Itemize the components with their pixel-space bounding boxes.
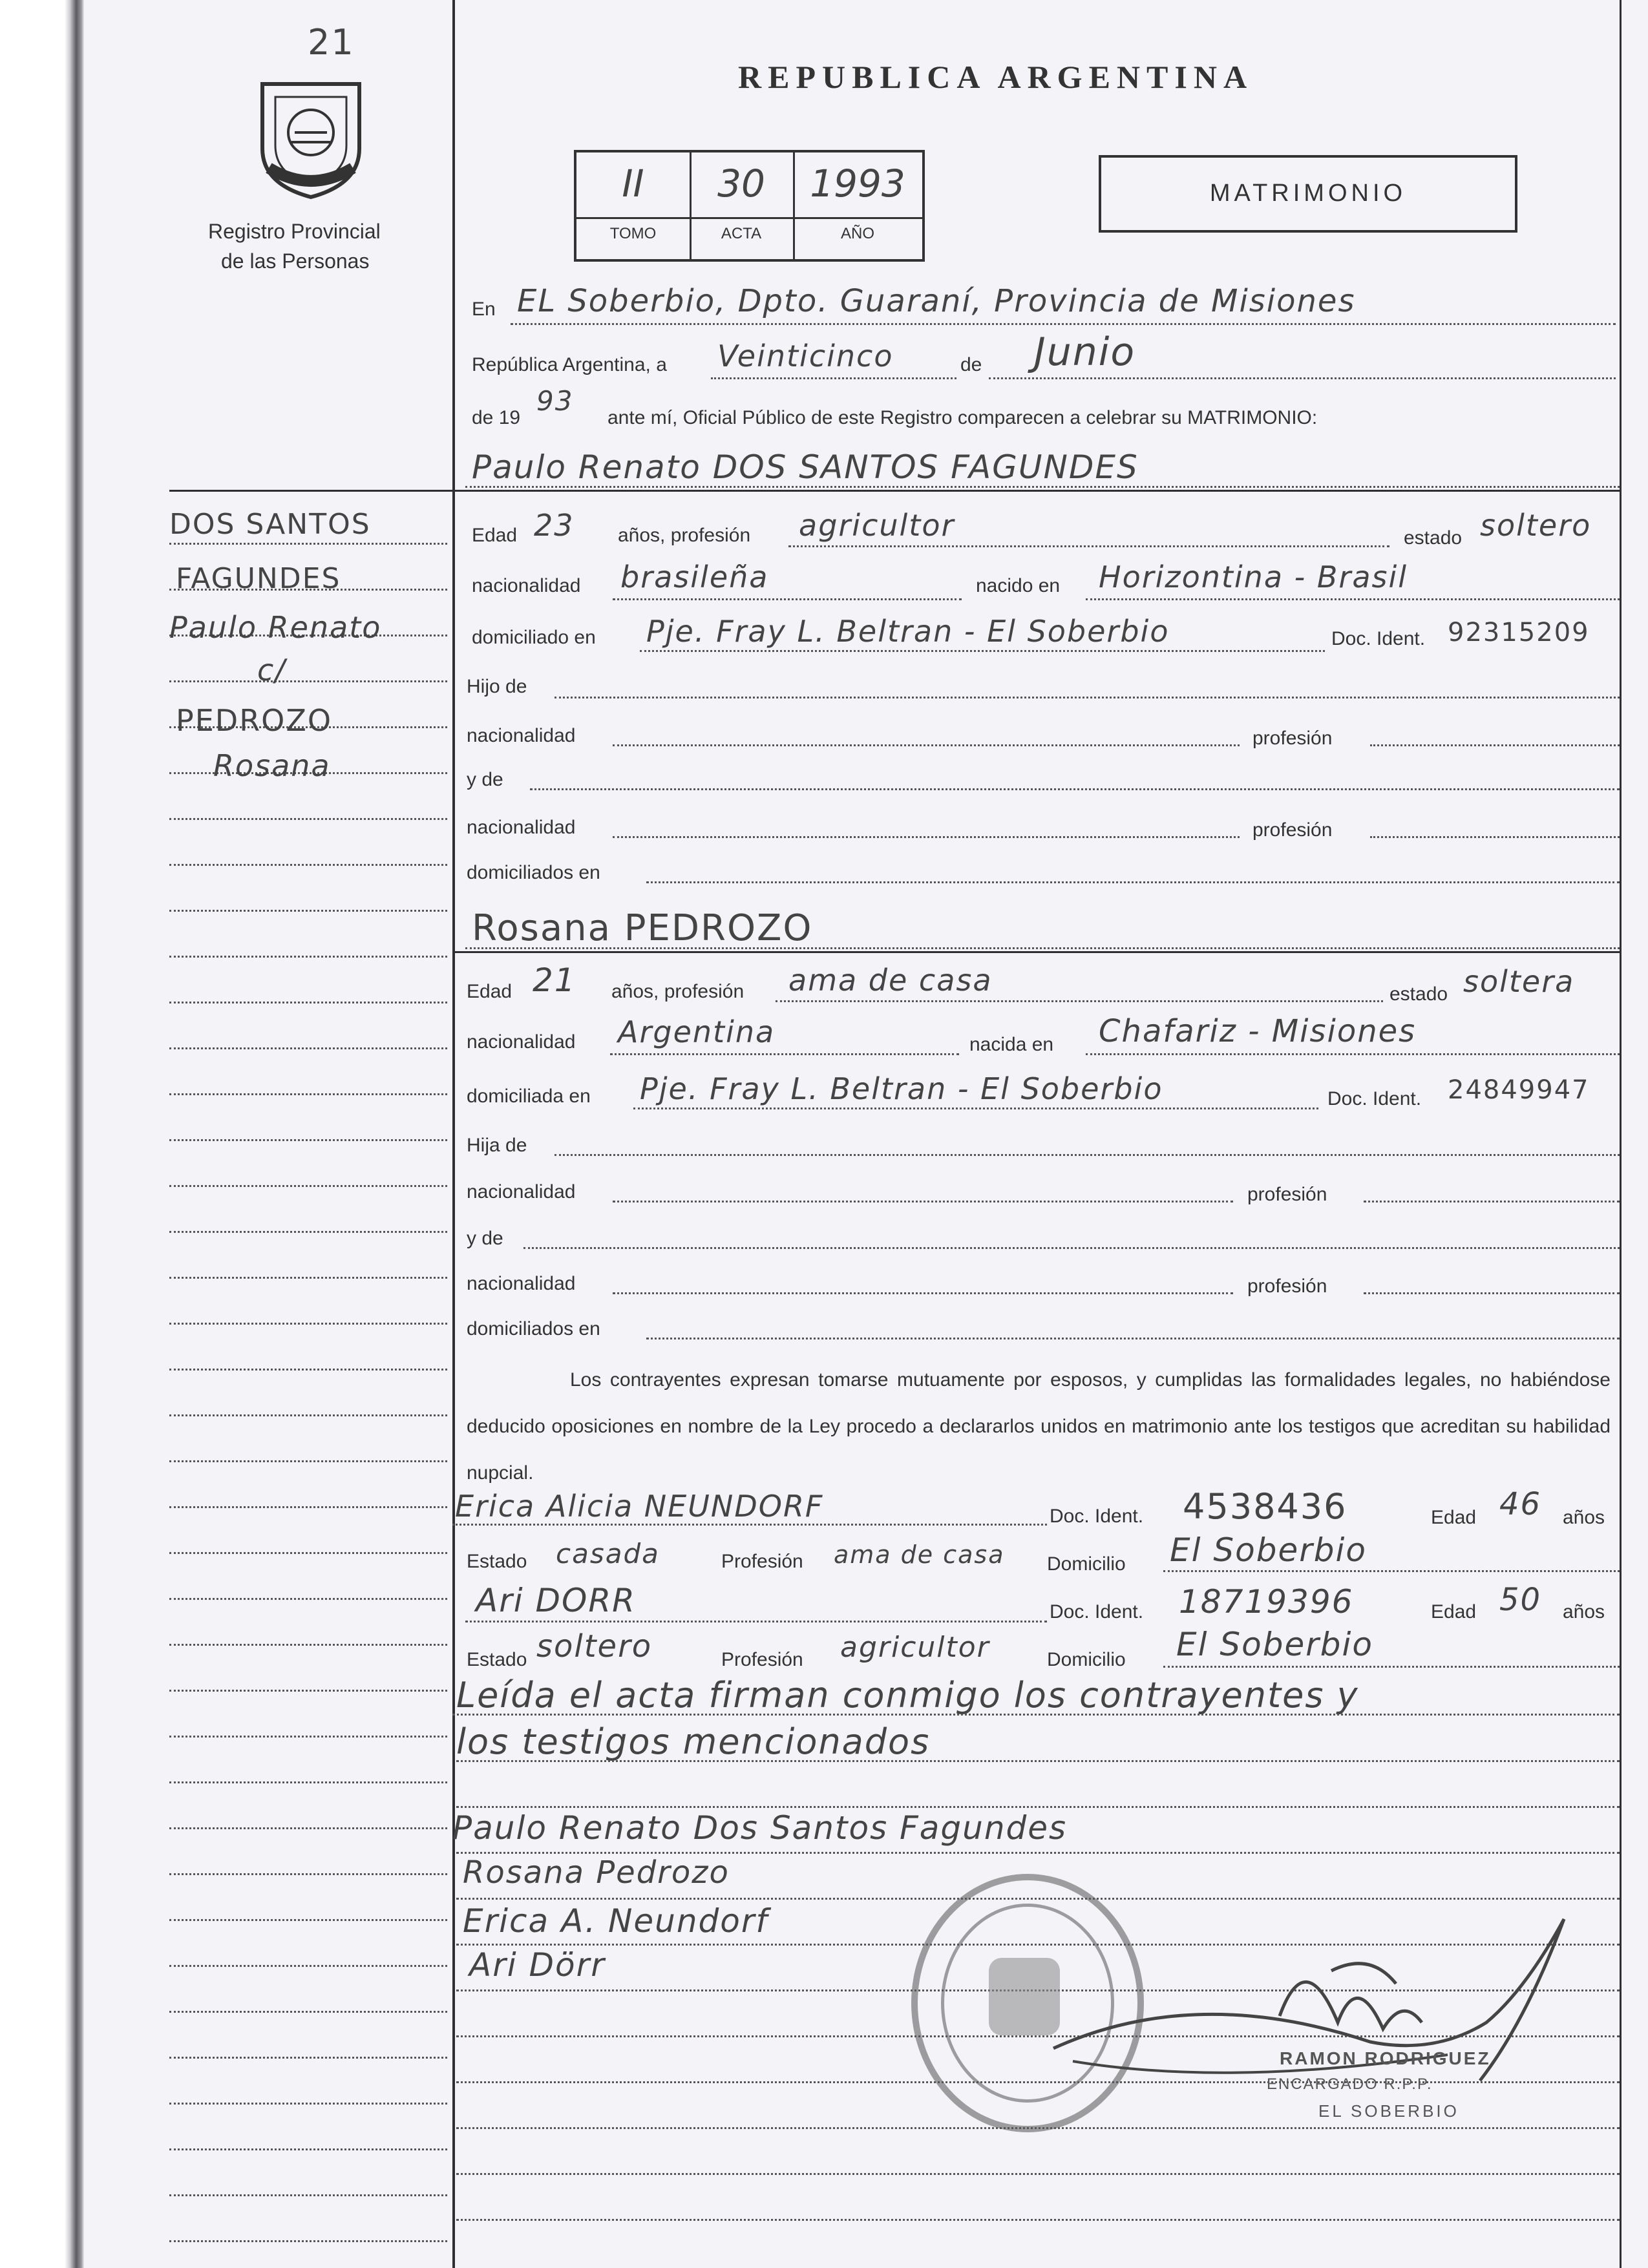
witness1-estado-label: Estado xyxy=(467,1551,527,1572)
main-ruled-line xyxy=(456,2219,1620,2221)
bride-hija-label: Hija de xyxy=(467,1135,527,1156)
groom-address: Pje. Fray L. Beltran - El Soberbio xyxy=(646,614,1170,649)
margin-ruled-line xyxy=(169,2057,447,2059)
main-ruled-line xyxy=(456,2173,1620,2175)
margin-ruled-line xyxy=(169,910,447,912)
acta-value: 30 xyxy=(717,162,765,205)
margin-given-names-groom: Paulo Renato xyxy=(169,610,382,645)
bride-domiciliada-label: domiciliada en xyxy=(467,1086,591,1107)
groom-birthplace: Horizontina - Brasil xyxy=(1099,560,1408,594)
witness2-profession: agricultor xyxy=(840,1631,990,1664)
tomo-cell xyxy=(576,152,692,259)
margin-top-rule xyxy=(169,490,454,492)
witness2-doc-label: Doc. Ident. xyxy=(1050,1601,1144,1622)
groom-nationality: brasileña xyxy=(620,560,769,594)
marriage-day: Veinticinco xyxy=(717,339,894,373)
witness1-marital-status: casada xyxy=(556,1538,660,1570)
margin-ruled-line xyxy=(169,1919,447,1921)
margin-ruled-line xyxy=(169,543,447,545)
official-name: RAMON RODRIGUEZ xyxy=(1280,2048,1491,2068)
margin-conjunction: c/ xyxy=(257,653,286,688)
groom-document-number: 92315209 xyxy=(1448,618,1590,647)
groom-age: 23 xyxy=(534,508,575,543)
bride-anos-profesion-label: años, profesión xyxy=(611,981,745,1002)
margin-ruled-line xyxy=(169,2240,447,2242)
groom-father-nationality-label: nacionalidad xyxy=(467,725,576,746)
groom-mother-profession-label: profesión xyxy=(1252,819,1333,841)
witness1-edad-label: Edad xyxy=(1431,1507,1477,1528)
groom-profession: agricultor xyxy=(799,508,955,543)
margin-ruled-line xyxy=(169,2194,447,2196)
margin-ruled-line xyxy=(169,1323,447,1325)
de-label: de xyxy=(960,354,982,375)
groom-edad-label: Edad xyxy=(472,525,518,546)
signature-witness1: Erica A. Neundorf xyxy=(463,1902,769,1940)
bride-birthplace: Chafariz - Misiones xyxy=(1099,1013,1417,1049)
year-suffix: 93 xyxy=(536,385,574,417)
groom-nacido-label: nacido en xyxy=(976,575,1061,596)
witness1-document-number: 4538436 xyxy=(1183,1486,1347,1527)
margin-ruled-line xyxy=(169,1781,447,1783)
bride-age: 21 xyxy=(533,961,576,999)
marriage-month: Junio xyxy=(1034,330,1136,375)
bride-section-rule xyxy=(454,951,1620,953)
margin-ruled-line xyxy=(169,1002,447,1003)
registry-name-line2: de las Personas xyxy=(221,249,370,273)
page-number: 21 xyxy=(308,22,355,63)
act-type-box xyxy=(1099,155,1517,233)
anio-label: AÑO xyxy=(840,225,874,242)
anio-value: 1993 xyxy=(810,162,905,205)
bride-document-number: 24849947 xyxy=(1448,1075,1590,1105)
margin-ruled-line xyxy=(169,1736,447,1738)
groom-mother-nationality-label: nacionalidad xyxy=(467,817,576,838)
acta-label: ACTA xyxy=(721,225,762,242)
witness1-address: El Soberbio xyxy=(1170,1531,1367,1569)
bride-nationality: Argentina xyxy=(618,1014,776,1049)
registry-reference-box xyxy=(574,150,925,262)
witness2-document-number: 18719396 xyxy=(1179,1583,1354,1621)
margin-given-name-bride: Rosana xyxy=(213,748,331,783)
witness2-marital-status: soltero xyxy=(536,1628,653,1664)
bride-nacionalidad-label: nacionalidad xyxy=(467,1031,576,1053)
groom-full-name: Paulo Renato DOS SANTOS FAGUNDES xyxy=(472,448,1139,486)
margin-ruled-line xyxy=(169,1690,447,1692)
tomo-value: II xyxy=(622,162,644,205)
margin-ruled-line xyxy=(169,1598,447,1600)
witness2-anos-label: años xyxy=(1563,1601,1605,1622)
margin-ruled-line xyxy=(169,1093,447,1095)
bride-mother-nationality-label: nacionalidad xyxy=(467,1273,576,1294)
signature-witness2: Ari Dörr xyxy=(469,1946,606,1984)
closing-line-2: los testigos mencionados xyxy=(456,1721,931,1762)
witness2-domicilio-label: Domicilio xyxy=(1047,1649,1126,1670)
column-divider xyxy=(452,0,455,2268)
binding-edge xyxy=(0,0,84,2268)
margin-ruled-line xyxy=(169,1965,447,1967)
witness2-age: 50 xyxy=(1499,1582,1542,1618)
act-type-label: MATRIMONIO xyxy=(1209,180,1407,207)
margin-ruled-line xyxy=(169,1827,447,1829)
margin-ruled-line xyxy=(169,1414,447,1416)
groom-domiciliado-label: domiciliado en xyxy=(472,627,596,648)
margin-ruled-line xyxy=(169,1231,447,1233)
margin-ruled-line xyxy=(169,1047,447,1049)
tomo-label: TOMO xyxy=(609,225,657,242)
bride-address: Pje. Fray L. Beltran - El Soberbio xyxy=(640,1071,1163,1106)
witness2-profesion-label: Profesión xyxy=(721,1649,803,1670)
declaration-text: Los contrayentes expresan tomarse mutuamente por esposos, y cumplidas las formalidades legales, no habiéndose deducido oposiciones en nombre de la Ley procedo a declararlos unidos en matrimonio ante los testigos que acreditan su habilidad nupcial. xyxy=(467,1369,1611,1484)
margin-ruled-line xyxy=(169,2148,447,2150)
bride-mother-profession-label: profesión xyxy=(1247,1276,1327,1297)
groom-estado-label: estado xyxy=(1404,527,1463,549)
bride-father-nationality-label: nacionalidad xyxy=(467,1181,576,1202)
witness2-edad-label: Edad xyxy=(1431,1601,1477,1622)
witness2-address: El Soberbio xyxy=(1176,1626,1373,1663)
groom-marital-status: soltero xyxy=(1480,508,1592,543)
bride-mother-label: y de xyxy=(467,1228,503,1249)
official-role: ENCARGADO R.P.P. xyxy=(1267,2075,1433,2093)
groom-nacionalidad-label: nacionalidad xyxy=(472,575,581,596)
witness1-profession: ama de casa xyxy=(834,1540,1005,1569)
anio-cell xyxy=(793,152,922,259)
margin-surname-groom: DOS SANTOS xyxy=(169,508,371,541)
bride-edad-label: Edad xyxy=(467,981,512,1002)
margin-ruled-line xyxy=(169,1460,447,1462)
registry-name-line1: Registro Provincial xyxy=(208,220,381,243)
bride-parents-address-label: domiciliados en xyxy=(467,1318,600,1339)
groom-mother-label: y de xyxy=(467,769,503,790)
bride-father-profession-label: profesión xyxy=(1247,1184,1327,1205)
margin-ruled-line xyxy=(169,2103,447,2105)
groom-section-rule xyxy=(454,490,1620,492)
ante-mi-text: ante mí, Oficial Público de este Registro comparecen a celebrar su MATRIMONIO: xyxy=(607,407,1318,428)
acta-cell xyxy=(690,152,795,259)
witness1-domicilio-label: Domicilio xyxy=(1047,1553,1126,1575)
main-ruled-line xyxy=(456,1852,1620,1854)
witness2-name: Ari DORR xyxy=(476,1582,636,1619)
margin-surname-bride: PEDROZO xyxy=(176,703,333,738)
bride-profession: ama de casa xyxy=(788,963,993,998)
witness1-age: 46 xyxy=(1499,1486,1542,1522)
main-ruled-line xyxy=(456,1760,1620,1762)
margin-ruled-line xyxy=(169,1552,447,1554)
groom-hijo-label: Hijo de xyxy=(467,676,527,697)
margin-ruled-line xyxy=(169,1185,447,1187)
signature-bride: Rosana Pedrozo xyxy=(463,1854,730,1891)
margin-ruled-line xyxy=(169,864,447,866)
republica-label: República Argentina, a xyxy=(472,354,667,375)
witness1-anos-label: años xyxy=(1563,1507,1605,1528)
margin-ruled-line xyxy=(169,1644,447,1646)
bride-estado-label: estado xyxy=(1389,983,1448,1005)
witness1-name: Erica Alicia NEUNDORF xyxy=(455,1489,824,1524)
marriage-place: EL Soberbio, Dpto. Guaraní, Provincia de Misiones xyxy=(517,283,1356,319)
groom-father-profession-label: profesión xyxy=(1252,728,1333,749)
signature-groom: Paulo Renato Dos Santos Fagundes xyxy=(452,1809,1068,1847)
margin-surname-groom-2: FAGUNDES xyxy=(176,562,341,595)
witness1-profesion-label: Profesión xyxy=(721,1551,803,1572)
margin-ruled-line xyxy=(169,1277,447,1279)
closing-line-1: Leída el acta firman conmigo los contrayentes y xyxy=(456,1675,1359,1716)
main-ruled-line xyxy=(456,1806,1620,1808)
margin-ruled-line xyxy=(169,2011,447,2013)
groom-doc-label: Doc. Ident. xyxy=(1331,628,1426,649)
margin-ruled-line xyxy=(169,1369,447,1370)
document-title: REPUBLICA ARGENTINA xyxy=(738,59,1254,95)
margin-ruled-line xyxy=(169,680,447,682)
margin-ruled-line xyxy=(169,1139,447,1141)
margin-ruled-line xyxy=(169,1873,447,1875)
witness2-estado-label: Estado xyxy=(467,1649,527,1670)
province-seal-logo xyxy=(249,71,372,200)
official-signature xyxy=(1034,1893,1616,2100)
margin-ruled-line xyxy=(169,956,447,958)
margin-ruled-line xyxy=(169,1506,447,1508)
en-label: En xyxy=(472,299,496,320)
witness1-doc-label: Doc. Ident. xyxy=(1050,1506,1144,1527)
bride-doc-label: Doc. Ident. xyxy=(1327,1088,1422,1109)
bride-full-name: Rosana PEDROZO xyxy=(472,907,813,949)
year-prefix: de 19 xyxy=(472,407,521,428)
margin-ruled-line xyxy=(169,818,447,820)
right-border xyxy=(1620,0,1622,2268)
groom-parents-address-label: domiciliados en xyxy=(467,862,600,883)
official-place: EL SOBERBIO xyxy=(1318,2101,1459,2121)
bride-marital-status: soltera xyxy=(1463,964,1575,999)
groom-anos-profesion-label: años, profesión xyxy=(618,525,751,546)
bride-nacida-label: nacida en xyxy=(969,1034,1054,1055)
